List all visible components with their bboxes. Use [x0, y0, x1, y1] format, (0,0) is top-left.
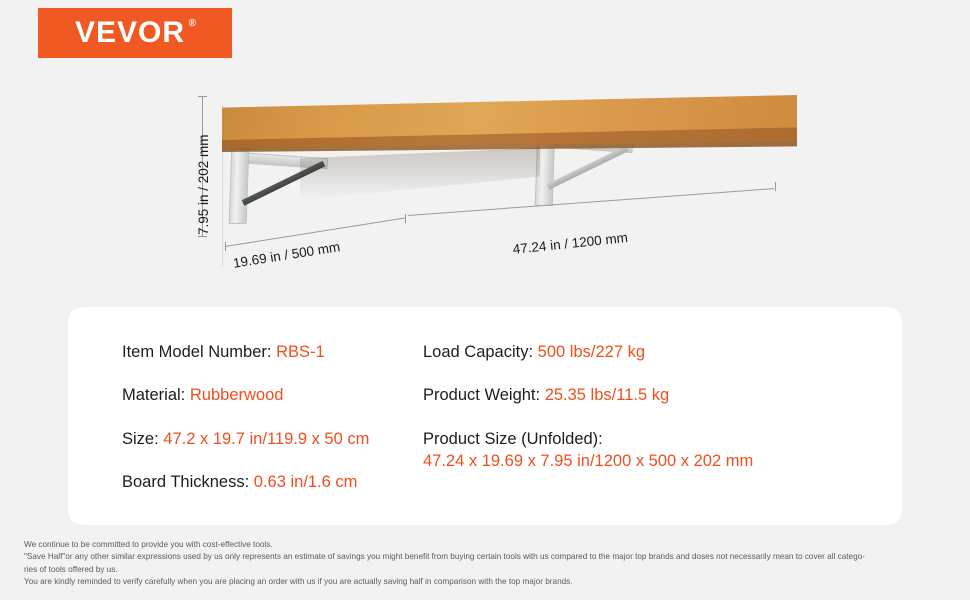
vevor-logo	[38, 8, 232, 58]
depth-dimension-tick-end	[405, 214, 406, 223]
specifications-left-column	[68, 341, 423, 525]
tabletop-shadow	[300, 148, 540, 200]
width-dimension-label: 47.24 in / 1200 mm	[512, 229, 629, 257]
specifications-right-column	[423, 341, 902, 525]
spec-label-load-capacity: Load Capacity:	[423, 343, 534, 361]
product-illustration	[0, 60, 970, 310]
wall-bracket-left	[229, 148, 250, 224]
spec-label-product-size-unfolded: Product Size (Unfolded):	[423, 429, 603, 448]
spec-value-material: Rubberwood	[189, 386, 284, 405]
height-dimension-tick-top	[198, 96, 207, 97]
height-dimension-tick-bottom	[198, 236, 207, 237]
registered-trademark-icon: ®	[188, 18, 198, 29]
spec-value-product-size-unfolded: 47.24 x 19.69 x 7.95 in/1200 x 500 x 202 mm	[423, 451, 754, 470]
spec-label-size: Size:	[122, 429, 159, 448]
spec-label-board-thickness: Board Thickness:	[122, 472, 250, 491]
specifications-card	[68, 307, 902, 525]
bracket-brace-right	[547, 146, 629, 190]
depth-dimension-label: 19.69 in / 500 mm	[232, 239, 342, 271]
logo-brand-name: VEVOR	[74, 16, 186, 49]
spec-value-product-weight: 25.35 lbs/11.5 kg	[544, 386, 670, 405]
spec-row-product-size-unfolded	[423, 428, 902, 473]
spec-value-size: 47.2 x 19.7 in/119.9 x 50 cm	[163, 429, 370, 448]
width-dimension-line	[408, 188, 774, 216]
spec-row-size	[122, 428, 423, 450]
spec-label-model-number: Item Model Number:	[122, 343, 272, 361]
footer-line-3: ries of tools offered by us.	[24, 564, 118, 574]
footer-line-4: You are kindly reminded to verify carefully when you are placing an order with us if you are actually saving half in comparison with the top major brands.	[24, 576, 573, 586]
spec-row-model-number	[122, 341, 423, 363]
spec-label-material: Material:	[122, 386, 186, 405]
depth-dimension-tick-start	[225, 242, 226, 251]
footer-line-1: We continue to be committed to provide you with cost-effective tools.	[24, 540, 273, 549]
height-dimension-label: 7.95 in / 202 mm	[196, 134, 211, 235]
logo-text	[74, 16, 198, 50]
footer-disclaimer	[24, 539, 952, 588]
footer-line-2: "Save Half"or any other similar expressions used by us only represents an estimate of savings you might benefit from buying certain tools with us compared to the major top brands and doses not necessarily mean to cover all catego-	[24, 552, 865, 562]
spec-value-load-capacity: 500 lbs/227 kg	[537, 343, 646, 361]
spec-value-board-thickness: 0.63 in/1.6 cm	[253, 472, 358, 491]
spec-row-material	[122, 384, 423, 406]
spec-row-board-thickness	[122, 471, 423, 493]
width-dimension-tick-end	[775, 182, 776, 191]
spec-label-product-weight: Product Weight:	[423, 386, 541, 405]
spec-row-product-weight	[423, 384, 902, 406]
spec-value-model-number: RBS-1	[276, 343, 325, 361]
spec-row-load-capacity	[423, 341, 902, 363]
